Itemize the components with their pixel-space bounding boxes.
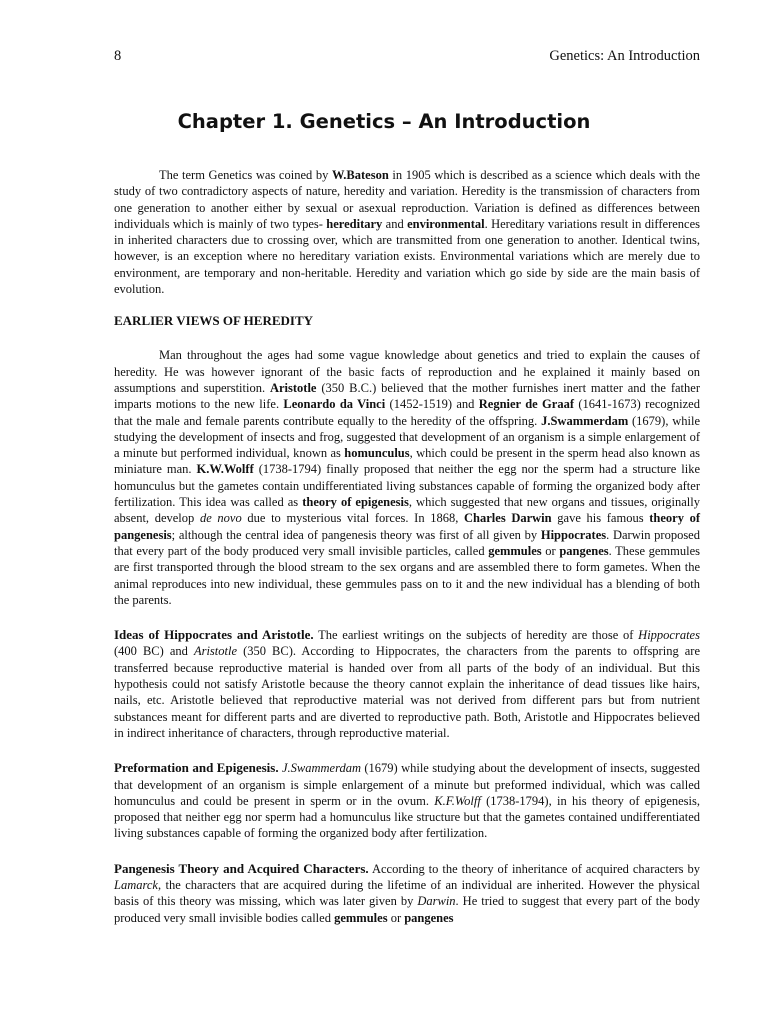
term-gemmules: gemmules: [334, 910, 388, 925]
term-pangenesis: theory of pangenesis: [114, 511, 701, 542]
term-bateson: W.Bateson: [331, 168, 389, 182]
text-run: . Hereditary variations result in differences in inherited characters due to crossing over, which are transmitted from one generation to another. Identical twins, however, is an exception where no hereditary variation exists. Environmental variations which are merely due to environment, are temporary and non-heritable. Heredity and variation which go side by side are the main basis of evolution.: [114, 216, 700, 297]
text-run: , which could be present in the sperm head also known as miniature man.: [114, 446, 700, 477]
pangenesis-paragraph: [114, 861, 700, 926]
text-run: in 1905 which is described as a science which deals with the study of two contradictory aspects of nature, heredity and variation. Heredity is the transmission of characters from one generation to another either by sexual or asexual reproduction. Variation is defined as differences between individuals which is mainly of two types-: [114, 168, 700, 231]
term-pangenes: pangenes: [559, 543, 609, 558]
term-environmental: environmental: [407, 216, 485, 231]
text-run: ; although the central idea of pangenesis theory was first of all given by: [171, 527, 541, 542]
text-run: or: [541, 543, 560, 558]
term-swammerdam-italic: J.Swammerdam: [281, 761, 361, 776]
term-homunculus: homunculus: [344, 446, 410, 461]
text-run: (350 B.C.) believed that the mother furnishes inert matter and the father imparts motions to the new life.: [114, 380, 700, 412]
run-in-heading: Pangenesis Theory and Acquired Characters.: [114, 860, 369, 876]
text-run: and: [382, 216, 408, 231]
earlier-views-paragraph: [114, 347, 700, 608]
term-de-graaf: Regnier de Graaf: [478, 397, 574, 412]
term-gemmules: gemmules: [488, 543, 542, 558]
text-run: gave his famous: [551, 511, 650, 526]
term-aristotle-italic: Aristotle: [193, 644, 238, 659]
body-text: [114, 167, 700, 926]
text-run: (1738-1794) finally proposed that neither the egg nor the sperm had a structure like homunculus but the gametes contain undifferentiated living substances capable of forming the organized body after fertilization. This idea was called as: [114, 462, 700, 510]
text-run: . Darwin proposed that every part of the body produced very small invisible particles, called: [114, 527, 700, 558]
text-run: (1452-1519) and: [385, 397, 479, 412]
text-run: due to mysterious vital forces. In 1868,: [241, 511, 465, 526]
text-run: (400 BC) and: [114, 644, 194, 659]
term-da-vinci: Leonardo da Vinci: [283, 397, 386, 412]
text-run: (1679), while studying the development of insects and frog, suggested that development of an organism is a simple enlargement of a minute but performed individual, known as: [114, 413, 700, 461]
text-run: , which suggested that new organs and tissues, originally absent, develop: [114, 495, 700, 526]
term-aristotle: Aristotle: [269, 380, 317, 395]
term-wolff-italic: K.F.Wolff: [434, 793, 481, 808]
term-hereditary: hereditary: [326, 216, 383, 231]
text-run: Man throughout the ages had some vague knowledge about genetics and tried to explain the causes of heredity. He was however ignorant of the basic facts of reproduction and he explained it mainly based on assumptions and superstition.: [114, 348, 700, 395]
text-run: or: [387, 910, 405, 925]
term-darwin-italic: Darwin: [417, 894, 456, 909]
text-run: The term Genetics was coined by: [159, 168, 332, 182]
term-epigenesis: theory of epigenesis: [302, 495, 409, 510]
text-run: (1679) while studying about the development of insects, suggested that development of an organism is simple enlargement of a minute but preformed individual, which was called homunculus and could be present in sperm or in the ovum.: [114, 761, 700, 808]
text-run: (1641-1673) recognized that the male and female parents contribute equally to the heredity of the offspring.: [114, 397, 700, 428]
page-number: 8: [114, 48, 122, 64]
text-run: (350 BC). According to Hippocrates, the characters from the parents to offspring are transferred because reproductive material is handed over from all parts of the body of an individual. But this hypothesis could not satisfy Aristotle because the theory cannot explain the inheritance of dead tissues like hairs, nails, etc. Aristotle believed that reproductive material was not derived from different pars but from nutrient substances meant for different parts and are diverted to reproductive path. Both, Aristotle and Hippocrates believed in indirect inheritance of characters, through reproductive material.: [114, 644, 700, 740]
text-run: , the characters that are acquired during the lifetime of an individual are inherited. However the physical basis of this theory was missing, which was later given by: [114, 877, 700, 909]
text-run: The earliest writings on the subjects of heredity are those of: [313, 628, 639, 643]
text-run: . He tried to suggest that every part of the body produced very small invisible bodies called: [114, 894, 700, 925]
term-hippocrates-italic: Hippocrates: [638, 628, 700, 643]
run-in-heading: Preformation and Epigenesis.: [114, 760, 279, 776]
running-title: Genetics: An Introduction: [549, 48, 700, 64]
running-header: [114, 47, 700, 65]
term-darwin: Charles Darwin: [464, 511, 552, 526]
chapter-title: Chapter 1. Genetics – An Introduction: [177, 110, 591, 133]
preformation-paragraph: [114, 760, 700, 841]
term-de-novo: de novo: [199, 511, 242, 526]
text-run: (1738-1794), in his theory of epigenesis, proposed that neither egg nor sperm had a homunculus like structure but that the gametes contained undifferentiated living substances capable of forming the organized body after fertilization.: [114, 793, 700, 841]
section-heading: EARLIER VIEWS OF HEREDITY: [114, 313, 314, 329]
term-swammerdam: J.Swammerdam: [541, 413, 629, 428]
text-run: . These gemmules are first transported through the blood stream to the sex organs and are assembled there to form gametes. When the animal reproduces into new individual, these gemmules pass on to it and the new individual has a blending of both the parents.: [114, 543, 700, 607]
hippocrates-aristotle-paragraph: [114, 627, 700, 741]
term-hippocrates: Hippocrates: [540, 527, 607, 542]
term-wolff: K.W.Wolff: [196, 462, 254, 477]
run-in-heading: Ideas of Hippocrates and Aristotle.: [114, 627, 314, 643]
term-lamarck: Lamarck: [114, 877, 158, 892]
text-run: According to the theory of inheritance of acquired characters by: [368, 861, 700, 876]
term-pangenes: pangenes: [404, 910, 454, 925]
intro-paragraph: [114, 167, 700, 297]
